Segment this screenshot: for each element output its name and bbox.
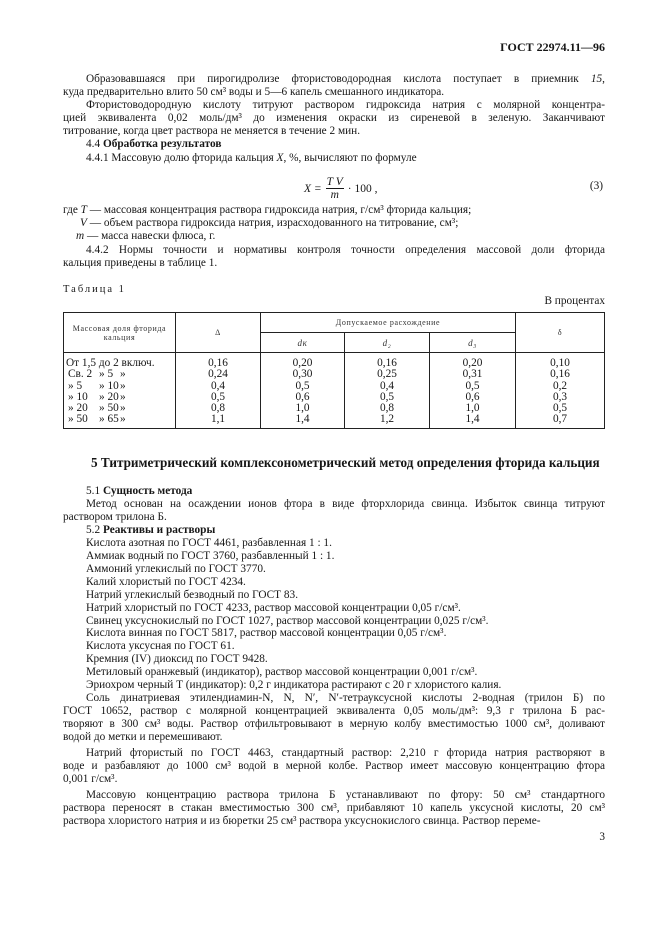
paragraph-line: Натрий фтористый по ГОСТ 4463, стандартный раствор: 2,210 г фторида натрия растворяют в (86, 747, 605, 760)
paragraph-line (63, 73, 605, 86)
value-cell: 0,5 (210, 390, 226, 403)
paragraph-4-4-2 (63, 244, 605, 270)
formula-3 (304, 176, 377, 201)
formula-lhs: X = (304, 182, 322, 195)
paragraph-line: 0,001 г/см³. (63, 772, 118, 785)
value-cell: 0,4 (379, 379, 395, 392)
heading-title: Реактивы и растворы (102, 523, 216, 536)
header-sigma: δ (516, 313, 605, 353)
paragraph-line: Метод основан на осаждении ионов фтора в виде фторхлорида свинца. Избыток свинца титруют (86, 497, 605, 510)
reagent-item: Аммоний углекислый по ГОСТ 3770. (86, 562, 266, 575)
receiver-ref: 15 (590, 73, 603, 85)
paragraph-line: 4.4.2 Нормы точности и нормативы контроля точности определения массовой доли фторида (86, 244, 605, 256)
document-header: ГОСТ 22974.11—96 (500, 40, 605, 54)
heading-number: 5.2 (86, 523, 101, 536)
range-part: » (120, 390, 126, 403)
value-cell: 0,8 (379, 402, 395, 415)
value-cell: 1,2 (379, 413, 395, 426)
section-5-heading: 5 Титриметрический комплексонометрический метод определения фторида кальция (91, 455, 600, 470)
section-5-text (63, 485, 605, 828)
header-dk: dк (261, 333, 345, 353)
section-4-text (63, 73, 605, 165)
reagent-item: Кислота винная по ГОСТ 5817, раствор массовой концентрации 0,05 г/см³. (86, 627, 447, 640)
heading-title: Сущность метода (102, 485, 193, 497)
range-part: » 5 (99, 368, 114, 381)
value-cell: 0,5 (552, 402, 568, 415)
range-part: » (120, 402, 126, 415)
value-cell: 0,25 (377, 368, 397, 381)
definition-line (63, 230, 471, 243)
range-column (64, 353, 176, 429)
sodium-fluoride-paragraph (63, 747, 605, 786)
table-caption: Таблица 1 (63, 284, 126, 295)
value-cell: 0,5 (379, 390, 395, 403)
value-cell: 0,10 (550, 357, 570, 369)
range-part: Св. 2 (68, 368, 93, 381)
subsection-heading-5-2 (63, 524, 605, 537)
value-cell: 0,20 (292, 357, 313, 369)
text: — масса навески флюса, г. (84, 230, 216, 243)
range-cell: От 1,5 до 2 включ. (66, 357, 155, 369)
value-cell: 0,31 (462, 368, 483, 381)
variable: V (80, 217, 87, 230)
value-cell: 0,16 (377, 357, 397, 369)
variable: X (276, 151, 284, 164)
range-part: » 65 (99, 413, 119, 426)
equation-number: (3) (589, 180, 603, 192)
subsection-heading-4-4 (63, 138, 605, 151)
paragraph-line: цией эквивалента 0,02 моль/дм³ до изменения окраски из сиреневой в зеленую. Заканчивают (63, 112, 605, 125)
reagent-item: Кислота уксусная по ГОСТ 61. (86, 640, 235, 653)
range-part: » (120, 368, 126, 381)
reagent-item: Свинец уксуснокислый по ГОСТ 1027, раствор массовой концентрации 0,025 г/см³. (86, 614, 489, 627)
delta-column (176, 353, 261, 429)
paragraph-line: воде и разбавляют до 1000 см³ водой в мерной колбе. Раствор имеет массовую концентрацию фтора (63, 760, 605, 773)
value-cell: 0,2 (552, 379, 568, 392)
subsection-heading-5-1 (63, 485, 605, 498)
reagent-item: Кремния (IV) диоксид по ГОСТ 9428. (86, 653, 268, 666)
paragraph-line: Соль динатриевая этилендиамин-N, N, N′, N′-тетрауксусной кислоты 2-водная (трилон Б) по (86, 692, 605, 705)
range-part: » 50 (68, 413, 88, 426)
dk-column (261, 353, 345, 429)
value-cell: 0,3 (552, 390, 568, 403)
value-cell: 0,5 (465, 379, 480, 392)
range-cell (66, 414, 175, 425)
paragraph-line: титрование, когда цвет раствора не меняется в течение 2 мин. (63, 125, 361, 138)
table-body (64, 353, 605, 429)
paragraph-line: куда предварительно влито 50 см³ воды и 5—6 капель смешанного индикатора. (63, 86, 445, 99)
heading-title: Обработка результатов (102, 138, 222, 151)
reagent-item: Кислота азотная по ГОСТ 4461, разбавленная 1 : 1. (86, 536, 332, 549)
value-cell: 1,0 (465, 402, 480, 415)
text: , %, вычисляют по формуле (283, 151, 417, 164)
reagent-item: Аммиак водный по ГОСТ 3760, разбавленный 1 : 1. (86, 549, 335, 562)
value-cell: 0,8 (210, 402, 226, 415)
value-cell: 0,6 (295, 390, 310, 403)
value-cell: 0,16 (208, 357, 228, 369)
value-cell: 0,5 (295, 379, 310, 392)
value-cell: 0,4 (210, 379, 226, 392)
reagent-list (63, 537, 605, 692)
reagent-item: Натрий хлористый по ГОСТ 4233, раствор массовой концентрации 0,05 г/см³. (86, 601, 461, 614)
paragraph-line: Фтористоводородную кислоту титруют раствором гидроксида натрия с молярной концентра- (86, 99, 605, 112)
paragraph-line: Массовую концентрацию раствора трилона Б устанавливают по фтору: 50 см³ стандартного (86, 788, 605, 801)
denominator: m (330, 189, 339, 201)
value-cell: 0,7 (552, 413, 568, 426)
heading-number: 4.4 (86, 138, 101, 151)
definition-line (63, 204, 471, 217)
value-cell: 1,4 (465, 413, 480, 426)
value-cell: 1,0 (295, 402, 310, 415)
paragraph-line: водой до метки и перемешивают. (63, 731, 223, 744)
range-part: » 10 (68, 390, 88, 403)
reagent-item: Натрий углекислый безводный по ГОСТ 83. (86, 588, 299, 601)
value-cell: 0,24 (208, 368, 228, 381)
range-part: » 5 (68, 379, 83, 392)
header-allowed-discrepancy: Допускаемое расхождение (261, 313, 516, 333)
value-cell: 0,16 (550, 368, 570, 381)
numerator: T V (326, 176, 343, 188)
table-unit: В процентах (544, 295, 605, 307)
range-part: » 50 (99, 402, 119, 415)
value-cell: 0,20 (462, 357, 483, 369)
formula-fraction (326, 176, 344, 201)
reagent-item: Эриохром черный Т (индикатор): 0,2 г индикатора растирают с 20 г хлористого калия. (86, 679, 502, 692)
header-d2: d₂ (345, 333, 430, 353)
definition-line (63, 217, 471, 230)
trilon-paragraph (63, 692, 605, 744)
value-cell: 1,1 (210, 413, 226, 426)
d3-column (430, 353, 516, 429)
paragraph-line: кальция приведены в таблице 1. (63, 257, 218, 270)
d2-column (345, 353, 430, 429)
text: где (63, 204, 81, 216)
variable: T (80, 204, 87, 216)
text: , (602, 73, 605, 85)
range-part: » 20 (99, 390, 119, 403)
header-d3: d₃ (430, 333, 516, 353)
page-number: 3 (599, 831, 605, 843)
range-part: » 10 (99, 379, 119, 392)
header-delta: Δ (176, 313, 261, 353)
variable-definitions (63, 204, 471, 243)
range-part: » (120, 413, 126, 426)
variable: m (76, 230, 85, 243)
value-cell: 1,4 (295, 413, 310, 426)
text: 4.4.1 Массовую долю фторида кальция (86, 151, 277, 164)
header-mass-fraction: Массовая доля фторида кальция (64, 313, 176, 353)
paragraph-line: творяют в 300 см³ воды. Раствор отфильтровывают в мерную колбу вместимостью 1000 см³, доливают (63, 718, 605, 731)
text: Образовавшаяся при пирогидролизе фтористоводородная кислота поступает в приемник (86, 73, 591, 85)
value-cell: 0,30 (292, 368, 313, 381)
paragraph-line (63, 152, 605, 165)
range-part: » (120, 379, 126, 392)
range-cell (66, 369, 175, 380)
reagent-item: Метиловый оранжевый (индикатор), раствор массовой концентрации 0,001 г/см³. (86, 666, 478, 679)
concentration-paragraph (63, 789, 605, 828)
heading-number: 5.1 (86, 485, 101, 497)
value-cell: 0,6 (465, 390, 480, 403)
text: — массовая концентрация раствора гидроксида натрия, г/см³ фторида кальция; (86, 204, 472, 216)
paragraph-line: ГОСТ 10652, раствор с молярной концентрацией эквивалента 0,05 моль/дм³: 9,3 г трилона Б рас- (63, 705, 605, 718)
range-part: » 20 (68, 402, 88, 415)
reagent-item: Калий хлористый по ГОСТ 4234. (86, 575, 246, 588)
formula-rest: · 100 , (347, 182, 378, 195)
accuracy-table (63, 312, 605, 429)
paragraph-line: раствора хлористого натрия и из бюретки 25 см³ раствора уксуснокислого свинца. Раствор переме- (63, 814, 541, 827)
text: — объем раствора гидроксида натрия, израсходованного на титрование, см³; (86, 217, 459, 230)
paragraph-line: раствором трилона Б. (63, 510, 167, 523)
sigma-column (516, 353, 605, 429)
paragraph-line: раствора переносят в стакан вместимостью 300 см³, прибавляют 10 капель уксусной кислоты, 20 см³ (63, 801, 605, 814)
